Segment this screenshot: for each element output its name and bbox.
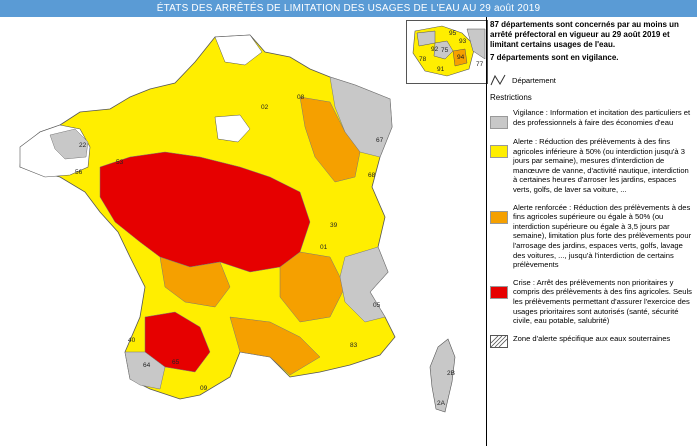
legend-restrictions-title: Restrictions	[490, 93, 532, 102]
inset-label-92: 92	[431, 46, 439, 53]
department-line-icon	[490, 74, 506, 86]
legend-item-vigilance	[490, 108, 695, 129]
dept-label-09: 09	[200, 385, 208, 392]
ile-de-france-inset	[406, 20, 488, 84]
legend-item-alerte-renforcee	[490, 203, 695, 270]
swatch-vigilance	[490, 116, 508, 129]
swatch-alerte	[490, 145, 508, 158]
map-title: ÉTATS DES ARRÊTÉS DE LIMITATION DES USAGES DE L'EAU AU 29 août 2019	[0, 0, 697, 17]
dept-label-40: 40	[128, 337, 136, 344]
legend-text-zone-souterraine: Zone d'alerte spécifique aux eaux souterraines	[513, 333, 671, 343]
legend-text-alerte: Alerte : Réduction des prélèvements à des fins agricoles inférieure à 50% (ou interdiction jusqu'à 3 jours par semaine), mesures d'interdiction de manœuvre de vanne, d'activité nautique, interdiction à certaines heures d'arroser les jardins, espaces verts, golfs, de laver sa voiture, ...	[513, 137, 689, 194]
inset-map-svg	[407, 21, 487, 83]
inset-label-77: 77	[476, 61, 484, 68]
inset-label-91: 91	[437, 66, 445, 73]
dept-label-65: 65	[172, 359, 180, 366]
legend-panel	[490, 20, 695, 356]
swatch-zone-souterraine	[490, 335, 508, 348]
inset-label-75: 75	[441, 47, 449, 54]
legend-item-alerte	[490, 137, 695, 195]
vertical-divider	[486, 17, 487, 446]
dept-label-83: 83	[350, 342, 358, 349]
dept-label-64: 64	[143, 362, 151, 369]
inset-label-95: 95	[449, 30, 457, 37]
inset-label-93: 93	[459, 38, 467, 45]
legend-department-label: Département	[512, 75, 556, 85]
swatch-crise	[490, 286, 508, 299]
dept-label-2b: 2B	[447, 370, 455, 377]
dept-label-01: 01	[320, 244, 328, 251]
dept-label-05: 05	[373, 302, 381, 309]
legend-text-crise: Crise : Arrêt des prélèvements non prioritaires y compris des prélèvements à des fins agricoles. Seuls les prélèvements permettant d'assurer l'exercice des usages prioritaires sont autorisés (santé, sécurité civile, eau potable, salubrité)	[513, 277, 692, 326]
dept-label-2a: 2A	[437, 400, 445, 407]
dept-label-08: 08	[297, 94, 305, 101]
dept-label-22: 22	[79, 142, 87, 149]
legend-department	[490, 73, 695, 87]
inset-label-78: 78	[419, 56, 427, 63]
dept-label-02: 02	[261, 104, 269, 111]
legend-text-vigilance: Vigilance : Information et incitation des particuliers et des professionnels à faire des économies d'eau	[513, 108, 691, 127]
dept-label-39: 39	[330, 222, 338, 229]
legend-text-alerte-renforcee: Alerte renforcée : Réduction des prélèvements à des fins agricoles supérieure ou égale à 50% (ou interdiction supérieure ou égale à 3,5 jours par semaine), limitation plus forte des prélèvements pour l'arrosage des jardins, espaces verts, golfs, lavage des voitures, ..., jusqu'à l'interdiction de certains prélèvements	[513, 202, 692, 270]
summary-departments: 87 départements sont concernés par au moins un arrêté préfectoral en vigueur au 29 août 2019 et limitant certains usages de l'eau.	[490, 20, 679, 49]
dept-label-53: 53	[116, 159, 124, 166]
dept-label-68: 68	[368, 172, 376, 179]
dept-label-56: 56	[75, 169, 83, 176]
dept-label-67: 67	[376, 137, 384, 144]
inset-label-94: 94	[457, 54, 465, 61]
legend-item-zone-souterraine	[490, 334, 695, 348]
legend-item-crise	[490, 278, 695, 326]
swatch-alerte-renforcee	[490, 211, 508, 224]
summary-vigilance: 7 départements sont en vigilance.	[490, 53, 619, 62]
